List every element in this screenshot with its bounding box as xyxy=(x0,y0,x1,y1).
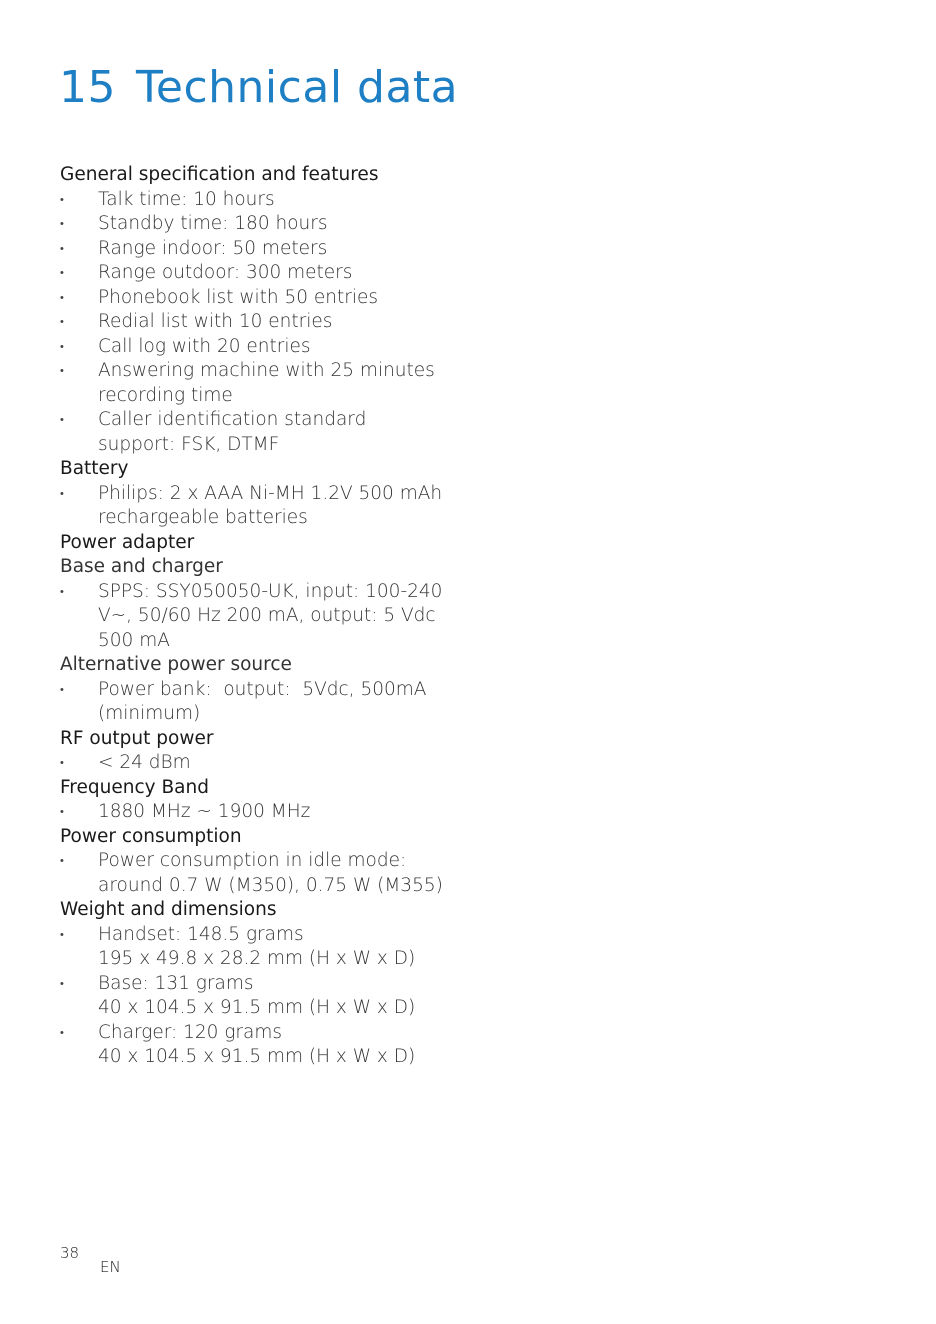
list-item: • Talk time: 10 hours xyxy=(60,188,480,213)
list-item: • Standby time: 180 hours xyxy=(60,212,480,237)
list-item: • Call log with 20 entries xyxy=(60,335,480,360)
frequency-list xyxy=(60,800,480,825)
page-title xyxy=(59,62,458,113)
adapter-list xyxy=(60,580,480,654)
subheading-base-charger: Base and charger xyxy=(60,556,223,577)
list-item: • Base: 131 grams 40 x 104.5 x 91.5 mm (H x W x D) xyxy=(60,972,480,1021)
list-item: • Handset: 148.5 grams 195 x 49.8 x 28.2 mm (H x W x D) xyxy=(60,923,480,972)
battery-list xyxy=(60,482,480,531)
list-item: • Range indoor: 50 meters xyxy=(60,237,480,262)
list-item: • Philips: 2 x AAA Ni-MH 1.2V 500 mAh rechargeable batteries xyxy=(60,482,468,531)
list-item: • SPPS: SSY050050-UK, input: 100-240 V~, 50/60 Hz 200 mA, output: 5 Vdc 500 mA xyxy=(60,580,468,654)
list-item: • Charger: 120 grams 40 x 104.5 x 91.5 mm (H x W x D) xyxy=(60,1021,480,1070)
list-item: • < 24 dBm xyxy=(60,751,480,776)
list-item: • Range outdoor: 300 meters xyxy=(60,261,480,286)
section-heading-power-consumption: Power consumption xyxy=(60,825,242,847)
section-heading-frequency: Frequency Band xyxy=(60,776,209,798)
chapter-title: Technical data xyxy=(136,62,459,113)
section-heading-general: General specification and features xyxy=(60,164,379,185)
section-heading-power-adapter: Power adapter xyxy=(60,531,195,553)
power-consumption-list xyxy=(60,849,480,898)
list-item: • Redial list with 10 entries xyxy=(60,310,480,335)
page-number: 38 xyxy=(60,1244,80,1262)
spec-content xyxy=(60,163,480,1070)
list-item: • Phonebook list with 50 entries xyxy=(60,286,480,311)
section-heading-battery: Battery xyxy=(60,458,129,479)
alt-power-list xyxy=(60,678,480,727)
subheading-alt-power: Alternative power source xyxy=(60,654,292,675)
chapter-number: 15 xyxy=(59,62,116,113)
section-heading-weight: Weight and dimensions xyxy=(60,899,277,920)
list-item: • Power consumption in idle mode: around 0.7 W (M350), 0.75 W (M355) xyxy=(60,849,468,898)
language-code: EN xyxy=(100,1258,121,1276)
weight-list xyxy=(60,923,480,1070)
section-heading-rf-output: RF output power xyxy=(60,727,214,749)
list-item: • Answering machine with 25 minutes recording time xyxy=(60,359,448,408)
rf-output-list xyxy=(60,751,480,776)
general-spec-list xyxy=(60,188,480,458)
list-item: • Caller identification standard support: FSK, DTMF xyxy=(60,408,388,457)
list-item: • 1880 MHz ~ 1900 MHz xyxy=(60,800,480,825)
list-item: • Power bank: output: 5Vdc, 500mA (minimum) xyxy=(60,678,468,727)
